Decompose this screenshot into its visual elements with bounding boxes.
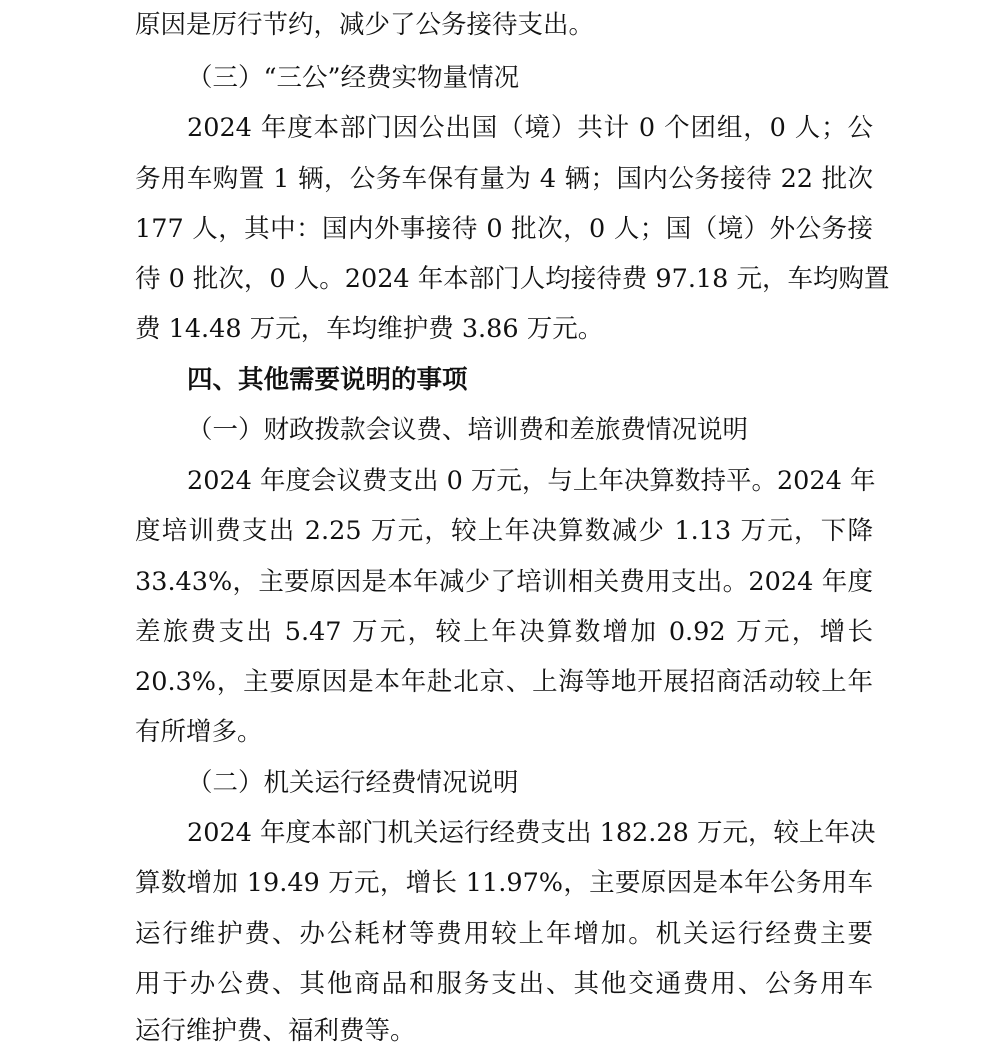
paragraph-line: 177 人，其中：国内外事接待 0 批次，0 人；国（境）外公务接	[135, 214, 873, 244]
subsection-title-meeting-training-travel: （一）财政拨款会议费、培训费和差旅费情况说明	[187, 415, 749, 445]
paragraph-line: 待 0 批次，0 人。2024 年本部门人均接待费 97.18 元，车均购置	[135, 264, 890, 294]
paragraph-line: 33.43%，主要原因是本年减少了培训相关费用支出。2024 年度	[135, 567, 873, 597]
paragraph-line: 算数增加 19.49 万元，增长 11.97%，主要原因是本年公务用车	[135, 868, 873, 898]
subsection-title-sangong-quantity: （三）“三公”经费实物量情况	[187, 63, 520, 93]
paragraph-line: 差旅费支出 5.47 万元，较上年决算数增加 0.92 万元，增长	[135, 617, 873, 647]
paragraph-line: 费 14.48 万元，车均维护费 3.86 万元。	[135, 314, 604, 344]
paragraph-line: 运行维护费、福利费等。	[135, 1016, 416, 1046]
paragraph-line: 运行维护费、办公耗材等费用较上年增加。机关运行经费主要	[135, 919, 873, 949]
section-title-other-matters: 四、其他需要说明的事项	[187, 365, 468, 395]
paragraph-line: 有所增多。	[135, 717, 263, 747]
paragraph-line: 2024 年度本部门机关运行经费支出 182.28 万元，较上年决	[187, 818, 876, 848]
paragraph-line: 2024 年度本部门因公出国（境）共计 0 个团组，0 人；公	[187, 113, 873, 143]
subsection-title-operating-expenses: （二）机关运行经费情况说明	[187, 768, 519, 798]
paragraph-line: 2024 年度会议费支出 0 万元，与上年决算数持平。2024 年	[187, 466, 876, 496]
paragraph-line: 用于办公费、其他商品和服务支出、其他交通费用、公务用车	[135, 969, 873, 999]
paragraph-line: 20.3%，主要原因是本年赴北京、上海等地开展招商活动较上年	[135, 667, 873, 697]
paragraph-line: 务用车购置 1 辆，公务车保有量为 4 辆；国内公务接待 22 批次	[135, 164, 873, 194]
continuation-line: 原因是厉行节约，减少了公务接待支出。	[135, 10, 595, 40]
paragraph-line: 度培训费支出 2.25 万元，较上年决算数减少 1.13 万元，下降	[135, 516, 873, 546]
